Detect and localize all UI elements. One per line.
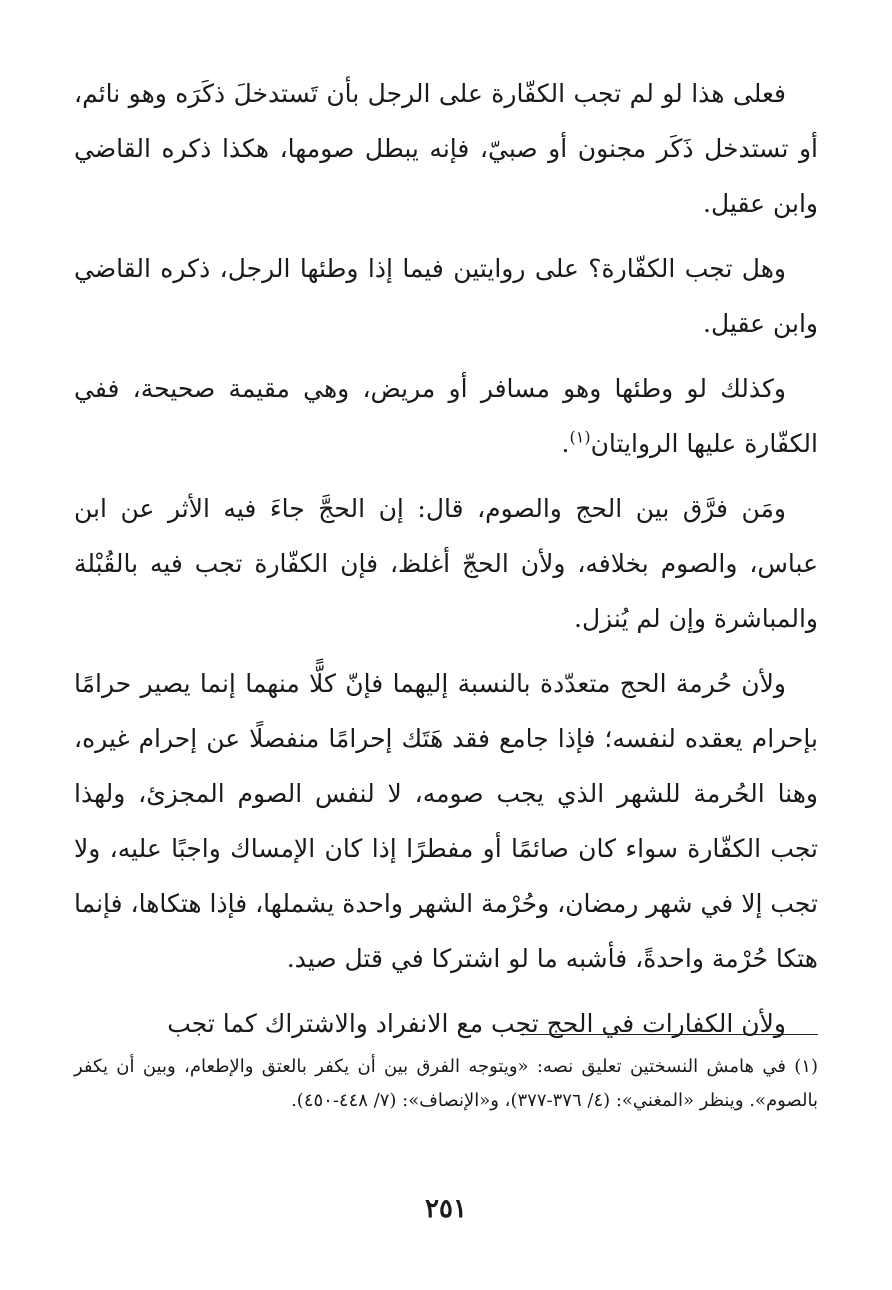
footnote-item [74,1050,818,1118]
paragraph: فعلى هذا لو لم تجب الكفّارة على الرجل بأن تَستدخلَ ذكَرَه وهو نائم، أو تستدخل ذَكَر مجنون أو صبيّ، فإنه يبطل صومها، هكذا ذكره القاضي وابن عقيل. [74,79,818,218]
paragraph-text: وكذلك لو وطئها وهو مسافر أو مريض، وهي مقيمة صحيحة، ففي الكفّارة عليها الروايتان [74,374,818,458]
paragraph: ولأن الكفارات في الحج تجب مع الانفراد والاشتراك كما تجب [167,1009,786,1038]
footnote-separator [520,1034,818,1035]
paragraph: وهل تجب الكفّارة؟ على روايتين فيما إذا وطئها الرجل، ذكره القاضي وابن عقيل. [74,254,818,338]
page-number: ٢٥١ [425,1194,467,1224]
paragraph: ومَن فرَّق بين الحج والصوم، قال: إن الحجَّ جاءَ فيه الأثر عن ابن عباس، والصوم بخلافه، ولأن الحجّ أغلظ، فإن الكفّارة تجب فيه بالقُبْلة والمباشرة وإن لم يُنزل. [74,494,818,633]
book-page [74,66,818,1246]
paragraph-end: . [561,429,570,458]
footnote-reference[interactable]: (١) [569,427,591,447]
footnote-text: في هامش النسختين تعليق نصه: «ويتوجه الفرق بين أن يكفر بالعتق والإطعام، وبين أن يكفر بالصوم». وينظر «المغني»: (٤/ ٣٧٦-٣٧٧)، و«الإنصاف»: (٧/ ٤٤٨-٤٥٠). [74,1056,818,1111]
main-text [74,66,818,1051]
footnote [74,1050,818,1118]
paragraph [74,361,818,471]
footnote-number: (١) [794,1056,818,1077]
paragraph: ولأن حُرمة الحج متعدّدة بالنسبة إليهما فإنّ كلًّا منهما إنما يصير حرامًا بإحرام يعقده لنفسه؛ فإذا جامع فقد هَتَك إحرامًا منفصلًا عن إحرام غيره، وهنا الحُرمة للشهر الذي يجب صومه، لا لنفس الصوم المجزئ، ولهذا تجب الكفّارة سواء كان صائمًا أو مفطرًا إذا كان الإمساك واجبًا عليه، ولا تجب إلا في شهر رمضان، وحُرْمة الشهر واحدة يشملها، فإذا هتكاها، فإنما هتكا حُرْمة واحدةً، فأشبه ما لو اشتركا في قتل صيد. [74,669,818,973]
